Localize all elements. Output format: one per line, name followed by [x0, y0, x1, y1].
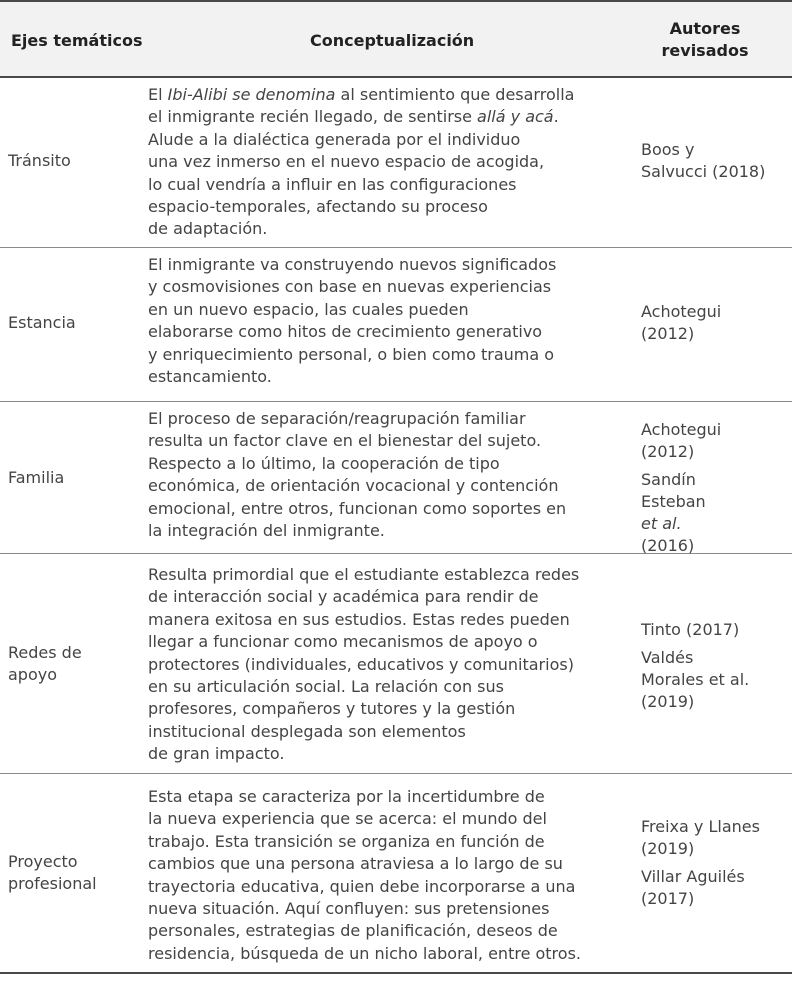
concept-line: lo cual vendría a influir en las configuraciones — [148, 174, 517, 194]
author-reference: Boos y Salvucci (2018) — [641, 140, 766, 181]
autores-cell — [641, 816, 781, 916]
concept-line: de gran impacto. — [148, 744, 285, 764]
concept-line: y cosmovisiones con base en nuevas experiencias — [148, 277, 552, 297]
concept-line: la nueva experiencia que se acerca: el mundo del — [148, 809, 547, 829]
concept-line: económica, de orientación vocacional y contención — [148, 476, 559, 496]
concept-text — [148, 408, 618, 542]
autores-cell — [641, 619, 781, 719]
table-row-familia — [0, 402, 792, 554]
concept-line: emocional, entre otros, funcionan como soportes en — [148, 498, 567, 518]
author-reference: Sandín Esteban et al. (2016) — [641, 470, 706, 555]
concept-text — [148, 84, 618, 241]
author-reference: Achotegui (2012) — [641, 420, 722, 461]
concept-line: llegar a funcionar como mecanismos de apoyo o — [148, 632, 538, 652]
eje-label: Familia — [8, 468, 65, 487]
author-reference: Villar Aguilés (2017) — [641, 867, 745, 908]
concept-line: el inmigrante recién llegado, de sentirse allá y acá. — [148, 107, 559, 127]
concept-line: El inmigrante va construyendo nuevos significados — [148, 255, 557, 274]
concept-line: Resulta primordial que el estudiante establezca redes — [148, 565, 580, 584]
author-reference: Achotegui (2012) — [641, 302, 722, 343]
concept-line: Alude a la dialéctica generada por el individuo — [148, 129, 521, 149]
header-ejes: Ejes temáticos — [11, 31, 143, 50]
header-autores-line2: revisados — [661, 41, 749, 60]
concept-line: en su articulación social. La relación con sus — [148, 677, 504, 697]
autores-cell — [641, 419, 781, 563]
concept-line: resulta un factor clave en el bienestar del sujeto. — [148, 431, 542, 451]
eje-label: Estancia — [8, 313, 76, 332]
header-conceptualizacion: Conceptualización — [310, 31, 475, 50]
concept-line: residencia, búsqueda de un nicho laboral, entre otros. — [148, 943, 581, 963]
concept-line: nueva situación. Aquí confluyen: sus pretensiones — [148, 899, 550, 919]
concept-line: la integración del inmigrante. — [148, 521, 385, 541]
eje-label: Redes de apoyo — [8, 643, 82, 684]
concept-line: en un nuevo espacio, las cuales pueden — [148, 299, 469, 319]
table-row-estancia — [0, 248, 792, 402]
table-row-transito — [0, 78, 792, 248]
concept-line: institucional desplegada son elementos — [148, 721, 466, 741]
concept-text — [148, 786, 618, 965]
concept-line: elaborarse como hitos de crecimiento generativo — [148, 322, 543, 342]
header-autores-line1: Autores — [669, 19, 741, 38]
author-reference: Freixa y Llanes (2019) — [641, 817, 760, 858]
concept-line: estancamiento. — [148, 367, 272, 387]
concept-line: El proceso de separación/reagrupación familiar — [148, 409, 526, 428]
concept-line: protectores (individuales, educativos y comunitarios) — [148, 654, 574, 674]
header-autores — [640, 18, 770, 62]
eje-label: Tránsito — [8, 151, 71, 170]
concept-line: trabajo. Esta transición se organiza en función de — [148, 831, 545, 851]
concept-line: trayectoria educativa, quien debe incorporarse a una — [148, 876, 576, 896]
concept-text — [148, 254, 618, 388]
concept-text — [148, 564, 618, 766]
concept-line: manera exitosa en sus estudios. Estas redes pueden — [148, 609, 570, 629]
concept-line: y enriquecimiento personal, o bien como trauma o — [148, 344, 555, 364]
table-row-proyecto-profesional — [0, 774, 792, 974]
autores-cell — [641, 139, 781, 189]
concept-line: cambios que una persona atraviesa a lo largo de su — [148, 854, 563, 874]
concept-line: profesores, compañeros y tutores y la gestión — [148, 699, 516, 719]
concept-line: de interacción social y académica para rendir de — [148, 587, 539, 607]
concept-line: personales, estrategias de planificación, deseos de — [148, 921, 558, 941]
concept-line: de adaptación. — [148, 219, 268, 239]
concept-line: Respecto a lo último, la cooperación de tipo — [148, 453, 500, 473]
table-row-redes-de-apoyo — [0, 554, 792, 774]
author-reference: Tinto (2017) — [641, 620, 740, 639]
concept-line: Esta etapa se caracteriza por la incertidumbre de — [148, 787, 545, 806]
author-reference: Valdés Morales et al. (2019) — [641, 648, 750, 711]
autores-cell — [641, 301, 781, 351]
concept-line: espacio-temporales, afectando su proceso — [148, 197, 488, 217]
concept-line: El Ibi-Alibi se denomina al sentimiento que desarrolla — [148, 85, 575, 104]
eje-label: Proyecto profesional — [8, 852, 97, 893]
concept-line: una vez inmerso en el nuevo espacio de acogida, — [148, 152, 545, 172]
table-header — [0, 0, 792, 78]
